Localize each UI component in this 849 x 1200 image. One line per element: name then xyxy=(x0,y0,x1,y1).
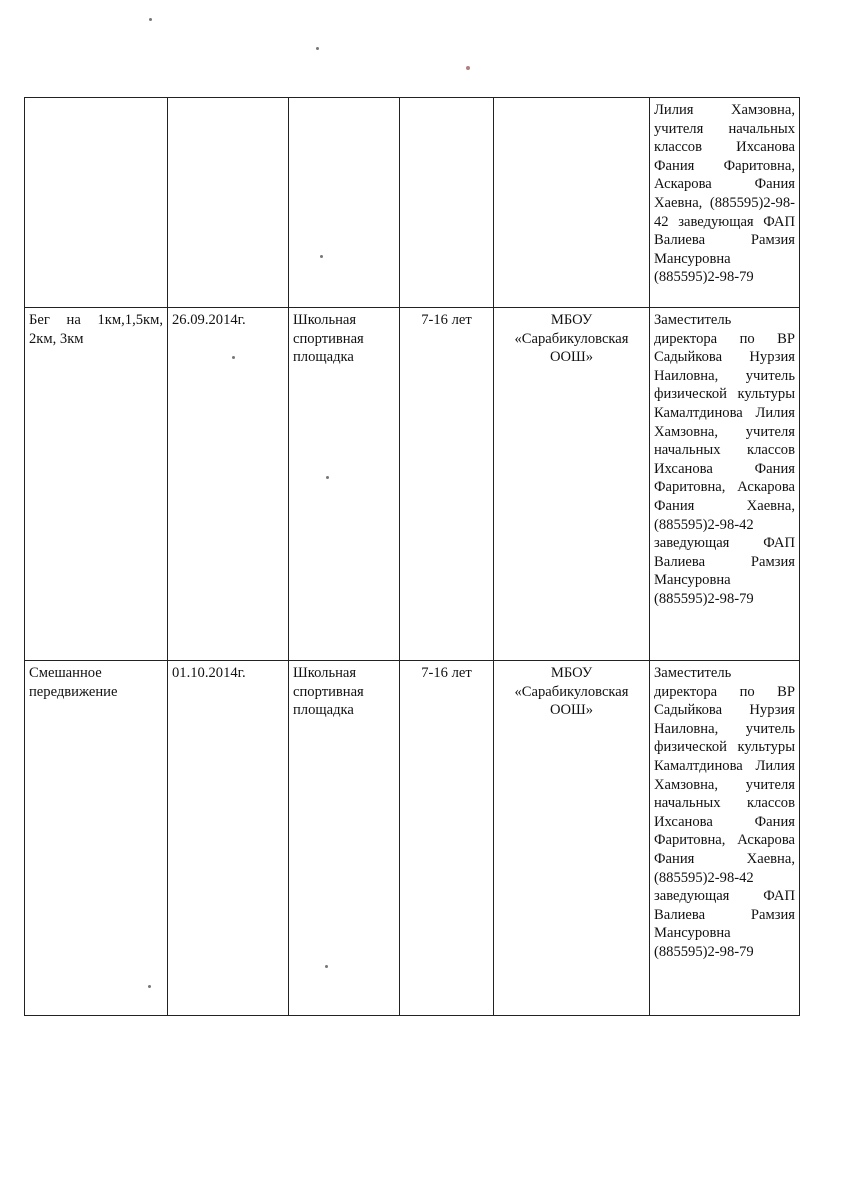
date-cell: 01.10.2014г. xyxy=(168,661,289,1016)
scan-speck xyxy=(466,66,470,70)
table-row xyxy=(25,98,800,308)
organization-cell: МБОУ «Сарабикуловская ООШ» xyxy=(494,308,650,661)
date-cell: 26.09.2014г. xyxy=(168,308,289,661)
responsible-cell: Заместитель директора по ВР Садыйкова Нурзия Наиловна, учитель физической культуры Камалтдинова Лилия Хамзовна, учителя начальных классов Ихсанова Фания Фаритовна, Аскарова Фания Хаевна, (885595)2-98-42 заведующая ФАП Валиева Рамзия Мансуровна (885595)2-98-79 xyxy=(650,661,800,1016)
table-row xyxy=(25,661,800,1016)
event-cell: Смешанное передвижение xyxy=(25,661,168,1016)
scan-speck xyxy=(149,18,152,21)
event-cell xyxy=(25,98,168,308)
place-cell: Школьная спортивная площадка xyxy=(289,308,400,661)
schedule-table xyxy=(24,97,800,1016)
place-cell xyxy=(289,98,400,308)
scan-speck xyxy=(316,47,319,50)
age-cell: 7-16 лет xyxy=(400,308,494,661)
age-cell: 7-16 лет xyxy=(400,661,494,1016)
organization-cell xyxy=(494,98,650,308)
organization-cell: МБОУ «Сарабикуловская ООШ» xyxy=(494,661,650,1016)
date-cell xyxy=(168,98,289,308)
table-row xyxy=(25,308,800,661)
event-cell: Бег на 1км,1,5км, 2км, 3км xyxy=(25,308,168,661)
place-cell: Школьная спортивная площадка xyxy=(289,661,400,1016)
age-cell xyxy=(400,98,494,308)
responsible-cell: Заместитель директора по ВР Садыйкова Нурзия Наиловна, учитель физической культуры Камалтдинова Лилия Хамзовна, учителя начальных классов Ихсанова Фания Фаритовна, Аскарова Фания Хаевна, (885595)2-98-42 заведующая ФАП Валиева Рамзия Мансуровна (885595)2-98-79 xyxy=(650,308,800,661)
responsible-cell: Лилия Хамзовна, учителя начальных классов Ихсанова Фания Фаритовна, Аскарова Фания Хаевна, (885595)2-98-42 заведующая ФАП Валиева Рамзия Мансуровна (885595)2-98-79 xyxy=(650,98,800,308)
